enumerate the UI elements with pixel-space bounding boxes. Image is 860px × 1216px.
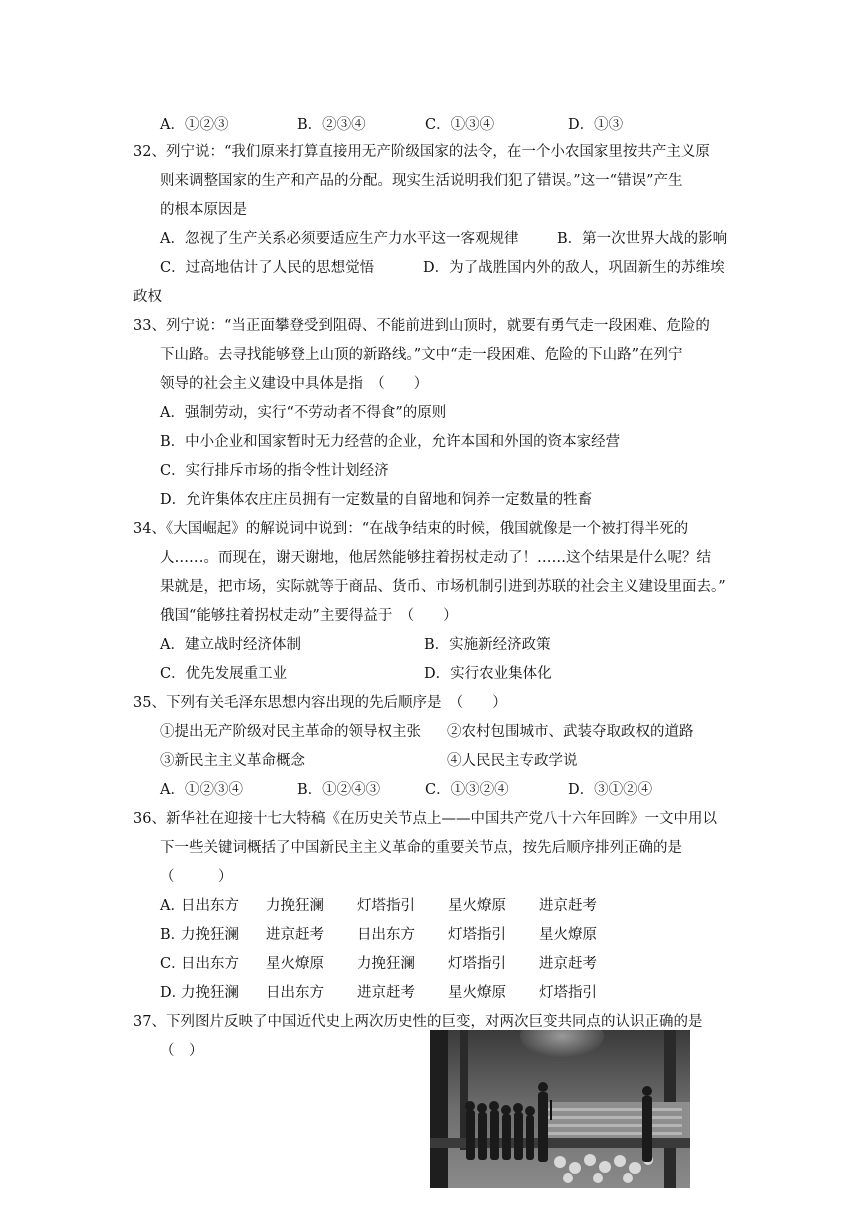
- q33-stem-line-1: 33、列宁说：“当正面攀登受到阻碍、不能前进到山顶时，就要有勇气走一段困难、危险的: [133, 318, 710, 334]
- q34-stem-line-3: 果就是，把市场，实际就等于商品、货币、市场机制引进到苏联的社会主义建设里面去。”: [160, 579, 726, 595]
- q36-row-b-label: B．: [160, 927, 186, 943]
- q34-stem-line-4: 俄国“能够拄着拐杖走动”主要得益于 （ ）: [160, 608, 458, 624]
- q36-row-c-label: C．: [160, 956, 186, 972]
- q36-row-a-word-5: 进京赶考: [539, 898, 597, 914]
- q33-option-d: D．允许集体农庄庄员拥有一定数量的自留地和饲养一定数量的牲畜: [160, 492, 593, 508]
- q31-option-c: C．①③④: [425, 117, 495, 133]
- q35-item-2: ②农村包围城市、武装夺取政权的道路: [447, 724, 694, 740]
- q35-option-d: D．③①②④: [568, 782, 653, 798]
- historical-photo-graphic: [430, 1030, 690, 1188]
- q36-row-c-word-1: 日出东方: [181, 956, 239, 972]
- q36-row-d-word-2: 日出东方: [266, 985, 324, 1001]
- q37-stem-line-1: 37、下列图片反映了中国近代史上两次历史性的巨变，对两次巨变共同点的认识正确的是: [133, 1014, 703, 1030]
- q35-item-3: ③新民主主义革命概念: [160, 753, 305, 769]
- q36-row-d-word-5: 灯塔指引: [539, 985, 597, 1001]
- q36-row-a-word-1: 日出东方: [181, 898, 239, 914]
- q31-option-a: A．①②③: [160, 117, 229, 133]
- q36-row-a-word-3: 灯塔指引: [357, 898, 415, 914]
- q34-option-d: D．实行农业集体化: [424, 666, 552, 682]
- q32-option-d: D．为了战胜国内外的敌人，巩固新生的苏维埃: [423, 260, 725, 276]
- q34-stem-line-1: 34、《大国崛起》的解说词中说到：“在战争结束的时候，俄国就像是一个被打得半死的: [133, 521, 689, 537]
- q32-stem-line-1: 32、列宁说：“我们原来打算直接用无产阶级国家的法令，在一个小农国家里按共产主义原: [133, 144, 710, 160]
- historical-photo: [430, 1030, 690, 1188]
- q33-stem-line-3: 领导的社会主义建设中具体是指 （ ）: [160, 376, 429, 392]
- q34-stem-line-2: 人……。而现在，谢天谢地，他居然能够拄着拐杖走动了！……这个结果是什么呢？结: [160, 550, 711, 566]
- q36-row-c-word-2: 星火燎原: [266, 956, 324, 972]
- q36-stem-line-1: 36、新华社在迎接十七大特稿《在历史关节点上——中国共产党八十六年回眸》一文中用以: [133, 811, 717, 827]
- q36-row-a-label: A．: [160, 898, 185, 914]
- q36-row-b-word-5: 星火燎原: [539, 927, 597, 943]
- q36-row-b-word-3: 日出东方: [357, 927, 415, 943]
- q36-stem-line-3: （ ）: [160, 869, 233, 885]
- q32-option-c: C．过高地估计了人民的思想觉悟: [160, 260, 375, 276]
- q36-row-b-word-2: 进京赶考: [266, 927, 324, 943]
- q36-row-d-label: D．: [160, 985, 187, 1001]
- q31-option-d: D．①③: [568, 117, 624, 133]
- q34-option-c: C．优先发展重工业: [160, 666, 288, 682]
- q36-row-c-word-3: 力挽狂澜: [357, 956, 415, 972]
- q36-row-c-word-4: 灯塔指引: [448, 956, 506, 972]
- q36-row-a-word-4: 星火燎原: [448, 898, 506, 914]
- q35-stem: 35、下列有关毛泽东思想内容出现的先后顺序是 （ ）: [133, 695, 507, 711]
- q33-option-b: B．中小企业和国家暂时无力经营的企业，允许本国和外国的资本家经营: [160, 434, 621, 450]
- q36-row-d-word-1: 力挽狂澜: [181, 985, 239, 1001]
- q31-option-b: B．②③④: [297, 117, 366, 133]
- q37-stem-line-2: （ ）: [160, 1043, 204, 1059]
- q32-option-d-continued: 政权: [133, 289, 162, 305]
- q36-stem-line-2: 下一些关键词概括了中国新民主主义革命的重要关节点，按先后顺序排列正确的是: [160, 840, 682, 856]
- q34-option-b: B．实施新经济政策: [424, 637, 551, 653]
- q33-option-a: A．强制劳动，实行“不劳动者不得食”的原则: [160, 405, 447, 421]
- q34-option-a: A．建立战时经济体制: [160, 637, 301, 653]
- q32-option-b: B．第一次世界大战的影响: [557, 231, 728, 247]
- q36-row-d-word-4: 星火燎原: [448, 985, 506, 1001]
- q35-option-a: A．①②③④: [160, 782, 243, 798]
- q33-stem-line-2: 下山路。去寻找能够登上山顶的新路线。”文中“走一段困难、危险的下山路”在列宁: [160, 347, 683, 363]
- q32-stem-line-3: 的根本原因是: [160, 202, 247, 218]
- q36-row-c-word-5: 进京赶考: [539, 956, 597, 972]
- q36-row-d-word-3: 进京赶考: [357, 985, 415, 1001]
- q32-stem-line-2: 则来调整国家的生产和产品的分配。现实生活说明我们犯了错误。”这一“错误”产生: [160, 173, 683, 189]
- q36-row-a-word-2: 力挽狂澜: [266, 898, 324, 914]
- q35-option-b: B．①②④③: [297, 782, 381, 798]
- q36-row-b-word-1: 力挽狂澜: [181, 927, 239, 943]
- q32-option-a: A．忽视了生产关系必须要适应生产力水平这一客观规律: [160, 231, 519, 247]
- q33-option-c: C．实行排斥市场的指令性计划经济: [160, 463, 389, 479]
- q35-option-c: C．①③②④: [425, 782, 509, 798]
- q35-item-4: ④人民民主专政学说: [447, 753, 578, 769]
- q35-item-1: ①提出无产阶级对民主革命的领导权主张: [160, 724, 421, 740]
- q36-row-b-word-4: 灯塔指引: [448, 927, 506, 943]
